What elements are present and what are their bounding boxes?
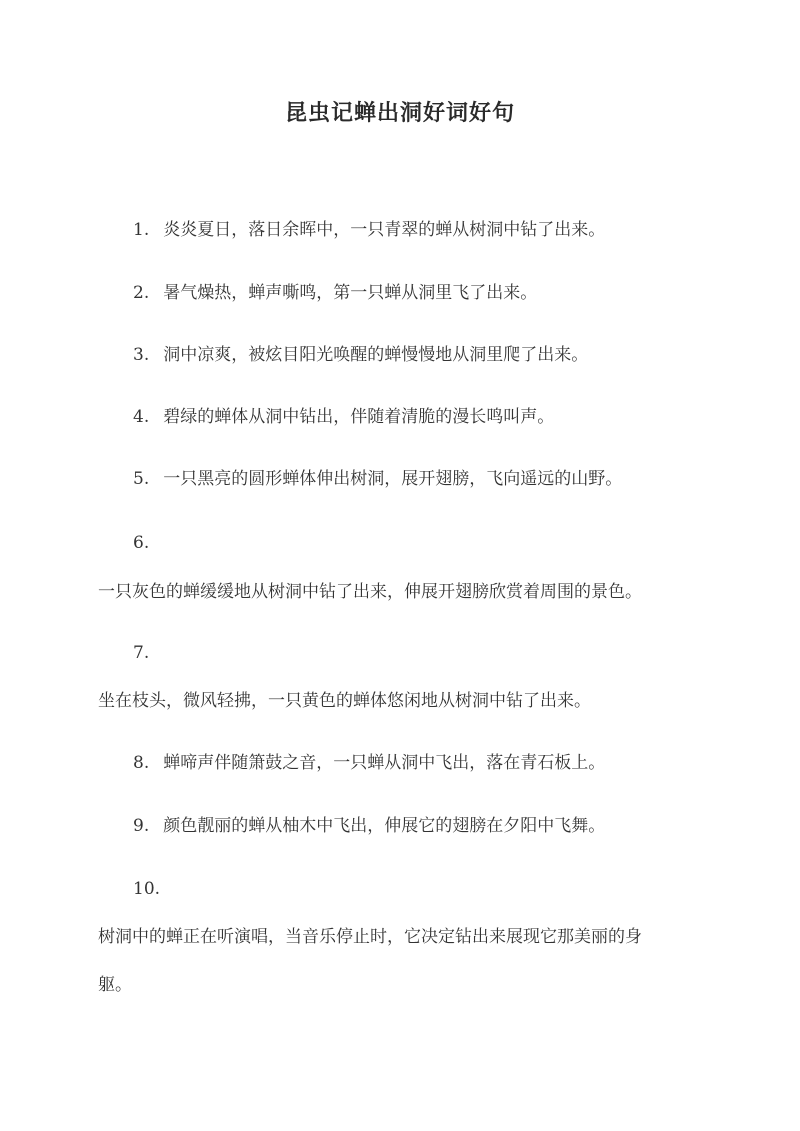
item-text-line-2: 躯。 — [98, 975, 132, 995]
item-number: 7. — [133, 643, 150, 663]
item-number: 3. — [133, 345, 150, 365]
item-number: 8. — [133, 753, 150, 773]
item-text: 暑气燥热，蝉声嘶鸣，第一只蝉从洞里飞了出来。 — [163, 283, 538, 303]
item-text: 洞中凉爽，被炫目阳光唤醒的蝉慢慢地从洞里爬了出来。 — [163, 345, 589, 365]
list-item — [133, 752, 605, 774]
item-text: 一只黑亮的圆形蝉体伸出树洞，展开翅膀，飞向遥远的山野。 — [163, 469, 623, 489]
list-item — [133, 468, 622, 490]
page-title: 昆虫记蝉出洞好词好句 — [284, 100, 515, 126]
item-text: 一只灰色的蝉缓缓地从树洞中钻了出来，伸展开翅膀欣赏着周围的景色。 — [98, 582, 642, 602]
item-number: 4. — [133, 407, 150, 427]
list-item — [133, 282, 537, 304]
item-text: 坐在枝头，微风轻拂，一只黄色的蝉体悠闲地从树洞中钻了出来。 — [98, 691, 591, 711]
list-item — [133, 344, 588, 366]
item-number: 2. — [133, 283, 150, 303]
item-text-line-1: 树洞中的蝉正在听演唱，当音乐停止时，它决定钻出来展现它那美丽的身 — [98, 927, 642, 947]
item-number: 5. — [133, 469, 150, 489]
item-text: 碧绿的蝉体从洞中钻出，伴随着清脆的漫长鸣叫声。 — [163, 407, 555, 427]
item-number: 1. — [133, 220, 150, 240]
item-number: 9. — [133, 816, 150, 836]
list-item — [133, 406, 554, 428]
item-text: 颜色靓丽的蝉从柚木中飞出，伸展它的翅膀在夕阳中飞舞。 — [163, 816, 606, 836]
item-text: 炎炎夏日，落日余晖中，一只青翠的蝉从树洞中钻了出来。 — [163, 220, 606, 240]
list-item — [133, 815, 605, 837]
item-number: 10. — [133, 879, 161, 899]
list-item — [133, 219, 605, 241]
item-text: 蝉啼声伴随箫鼓之音，一只蝉从洞中飞出，落在青石板上。 — [163, 753, 606, 773]
item-number: 6. — [133, 533, 150, 553]
